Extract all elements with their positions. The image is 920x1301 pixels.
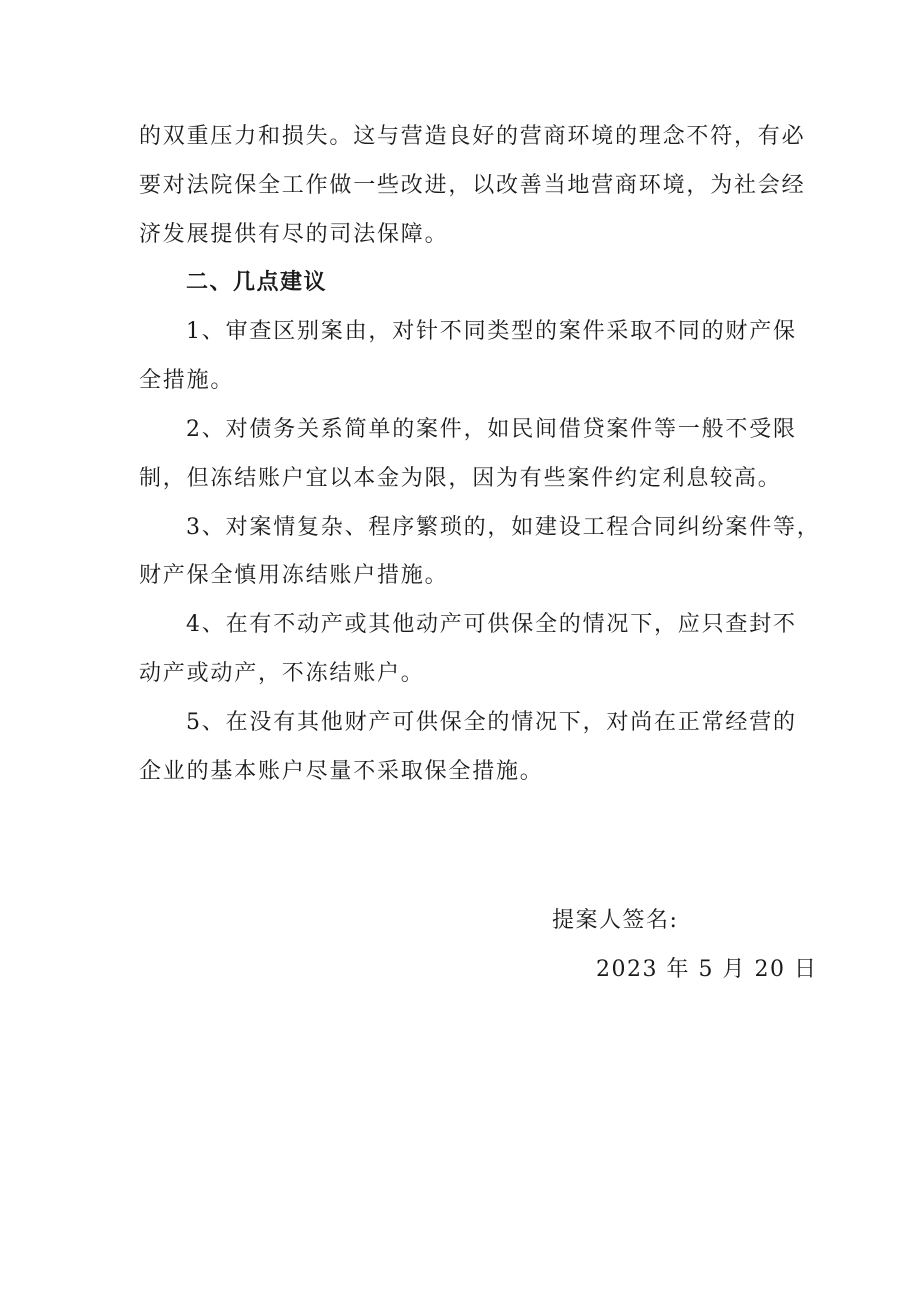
section-heading: 二、几点建议 (186, 270, 328, 295)
intro-line-1: 的双重压力和损失。这与营造良好的营商环境的理念不符，有必 (139, 124, 806, 149)
intro-line-3: 济发展提供有尽的司法保障。 (139, 222, 449, 247)
item-3-line-2: 财产保全慎用冻结账户措施。 (139, 563, 449, 588)
item-1-line-1: 1、审查区别案由，对针不同类型的案件采取不同的财产保 (186, 319, 797, 344)
item-4-line-1: 4、在有不动产或其他动产可供保全的情况下，应只查封不 (186, 612, 797, 637)
item-5-line-2: 企业的基本账户尽量不采取保全措施。 (139, 759, 544, 784)
item-2-line-1: 2、对债务关系简单的案件，如民间借贷案件等一般不受限 (186, 417, 797, 442)
item-2-line-2: 制，但冻结账户宜以本金为限，因为有些案件约定利息较高。 (139, 466, 782, 491)
item-4-line-2: 动产或动产，不冻结账户。 (139, 661, 425, 686)
item-5-line-1: 5、在没有其他财产可供保全的情况下，对尚在正常经营的 (186, 710, 797, 735)
intro-line-2: 要对法院保全工作做一些改进，以改善当地营商环境，为社会经 (139, 173, 806, 198)
signature-date: 2023 年 5 月 20 日 (596, 957, 818, 982)
signature-label: 提案人签名: (552, 908, 679, 933)
item-3-line-1: 3、对案情复杂、程序繁琐的，如建设工程合同纠纷案件等， (186, 515, 821, 540)
item-1-line-2: 全措施。 (139, 368, 235, 393)
